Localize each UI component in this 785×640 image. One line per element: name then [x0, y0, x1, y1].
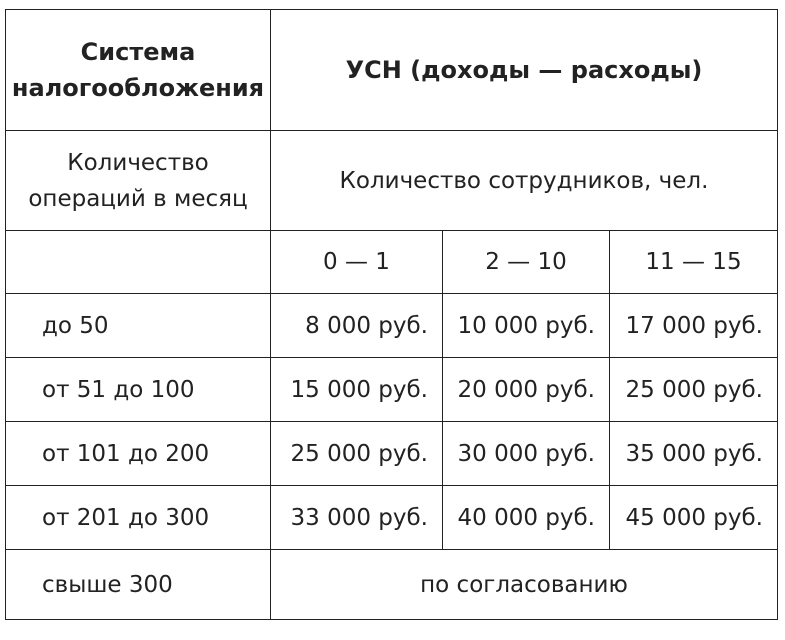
price-cell: 25 000 руб. [610, 358, 778, 422]
price-cell: 45 000 руб. [610, 486, 778, 550]
table-subheader-row [6, 131, 778, 231]
table-row-last [6, 550, 778, 620]
employee-range-cell: 11 — 15 [610, 231, 778, 294]
table-row [6, 486, 778, 550]
negotiable-price-cell: по согласованию [271, 550, 778, 620]
employee-range-row [6, 231, 778, 294]
price-cell: 20 000 руб. [443, 358, 610, 422]
pricing-table-container [5, 9, 778, 620]
employee-range-cell: 0 — 1 [271, 231, 443, 294]
pricing-table [5, 9, 778, 620]
tax-regime-title: УСН (доходы — расходы) [271, 10, 778, 131]
operations-range-cell: от 101 до 200 [6, 422, 271, 486]
empty-cell [6, 231, 271, 294]
table-row [6, 422, 778, 486]
price-cell: 10 000 руб. [443, 294, 610, 358]
table-row [6, 358, 778, 422]
employee-range-cell: 2 — 10 [443, 231, 610, 294]
operations-count-label: Количество операций в месяц [6, 131, 271, 231]
employees-count-label: Количество сотрудников, чел. [271, 131, 778, 231]
price-cell: 35 000 руб. [610, 422, 778, 486]
table-row [6, 294, 778, 358]
table-header-row [6, 10, 778, 131]
price-cell: 30 000 руб. [443, 422, 610, 486]
price-cell: 8 000 руб. [271, 294, 443, 358]
operations-range-cell: свыше 300 [6, 550, 271, 620]
price-cell: 17 000 руб. [610, 294, 778, 358]
price-cell: 33 000 руб. [271, 486, 443, 550]
price-cell: 15 000 руб. [271, 358, 443, 422]
tax-system-label: Система налогообложения [6, 10, 271, 131]
price-cell: 40 000 руб. [443, 486, 610, 550]
price-cell: 25 000 руб. [271, 422, 443, 486]
operations-range-cell: от 201 до 300 [6, 486, 271, 550]
operations-range-cell: до 50 [6, 294, 271, 358]
operations-range-cell: от 51 до 100 [6, 358, 271, 422]
